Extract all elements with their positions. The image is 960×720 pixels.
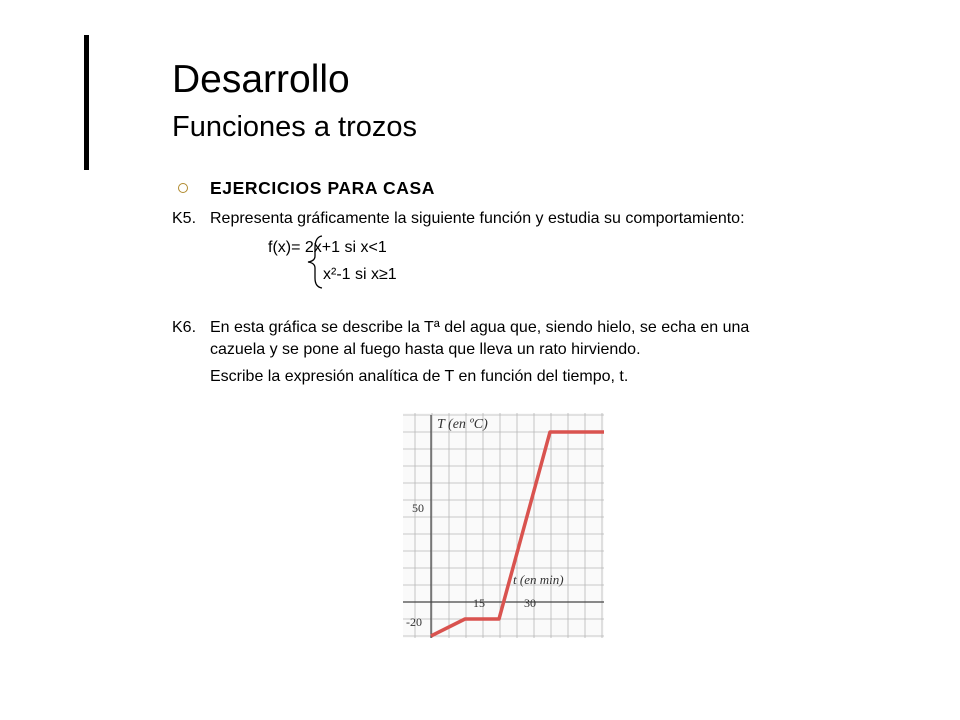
slide-subtitle: Funciones a trozos [172,111,418,143]
x-axis-label: t (en min) [513,572,564,587]
slide-title: Desarrollo [172,58,350,101]
k6-statement-line-2: cazuela y se pone al fuego hasta que lleva un rato hirviendo. [210,341,641,358]
k6-label: K6. [172,319,197,336]
y-axis-label: T (en ºC) [437,417,488,432]
function-piece-2: x²-1 si x≥1 [323,266,397,283]
x-tick-30: 30 [524,596,536,610]
graph-canvas [403,413,604,638]
section-heading: EJERCICIOS PARA CASA [210,178,435,198]
temperature-graph [403,413,604,638]
title-accent-bar [84,35,89,170]
bullet-circle-icon [178,183,188,193]
brace-icon [302,234,324,290]
x-tick-15: 15 [473,596,485,610]
k5-statement: Representa gráficamente la siguiente función y estudia su comportamiento: [210,210,745,227]
k6-statement-line-1: En esta gráfica se describe la Tª del agua que, siendo hielo, se echa en una [210,319,750,336]
k6-statement-line-3: Escribe la expresión analítica de T en función del tiempo, t. [210,368,629,385]
y-tick-minus20: -20 [406,615,422,629]
k5-label: K5. [172,210,197,227]
function-piece-1: f(x)= 2x+1 si x<1 [268,239,387,256]
y-tick-50: 50 [412,501,424,515]
